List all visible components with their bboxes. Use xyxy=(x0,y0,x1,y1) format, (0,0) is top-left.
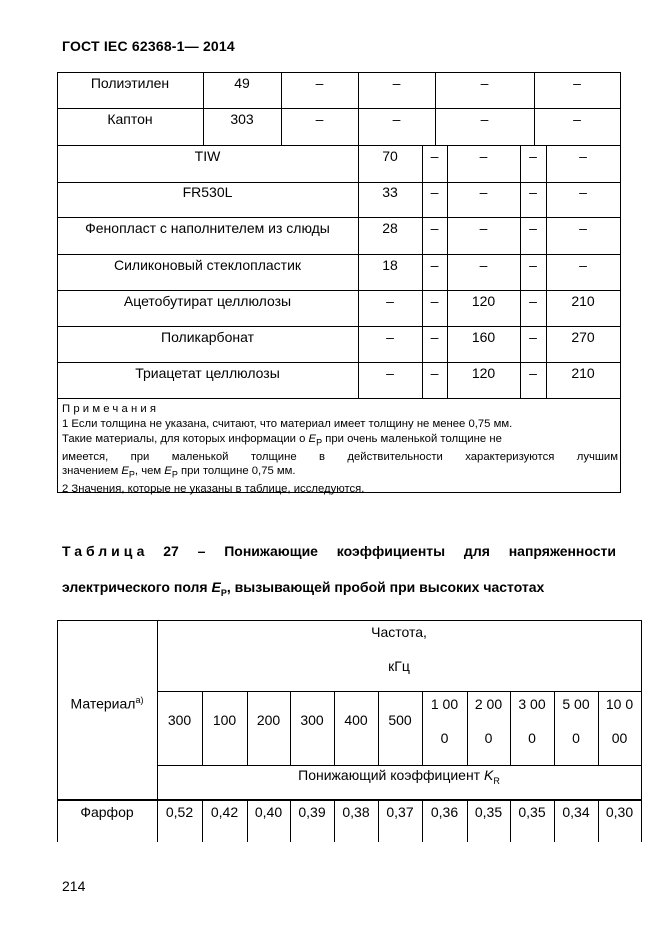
value-cell: 70 xyxy=(382,148,398,164)
coefficient-cell: 0,30 xyxy=(605,804,634,820)
coefficient-cell: 0,37 xyxy=(386,804,414,820)
value-cell: – xyxy=(529,148,537,164)
coefficient-cell: 0,39 xyxy=(298,804,326,820)
value-cell: – xyxy=(479,220,488,236)
frequency-value: 3 00 xyxy=(518,696,546,712)
frequency-value-cont: 0 xyxy=(572,730,580,746)
value-cell: – xyxy=(579,220,587,236)
value-cell: – xyxy=(430,184,439,200)
material-cell: Триацетат целлюлозы xyxy=(135,365,280,381)
material-cell: FR530L xyxy=(182,184,233,200)
material-cell: Фарфор xyxy=(80,804,134,820)
document-header: ГОСТ IEC 62368-1— 2014 xyxy=(62,38,235,54)
value-cell: – xyxy=(529,293,537,309)
frequency-value: 300 xyxy=(167,712,192,728)
note-1-line-4: значением $E_P$, чем $E_P$ при толщине 0,75 мм. xyxy=(62,465,296,480)
value-cell: 120 xyxy=(471,365,496,381)
value-cell: – xyxy=(479,184,488,200)
frequency-value: 10 0 xyxy=(605,696,634,712)
value-cell: – xyxy=(529,257,537,273)
frequency-value-cont: 0 xyxy=(440,730,449,746)
coefficient-cell: 0,35 xyxy=(474,804,503,820)
table-notes xyxy=(62,402,618,497)
coefficient-cell: 0,36 xyxy=(430,804,459,820)
frequency-value: 100 xyxy=(212,712,237,728)
value-cell: 303 xyxy=(230,111,254,127)
notes-title: Примечания xyxy=(62,403,160,415)
value-cell: 210 xyxy=(571,365,595,381)
coefficient-cell: 0,52 xyxy=(165,804,194,820)
value-cell: – xyxy=(479,257,488,273)
value-cell: – xyxy=(430,148,439,164)
value-cell: – xyxy=(529,329,537,345)
note-1-line-3: имеется, при маленькой толщине в действительности характеризуются лучшим xyxy=(62,450,618,463)
table-caption-line-2: электрического поля $E_P$, вызывающей пробой при высоких частотах xyxy=(62,579,545,598)
value-cell: – xyxy=(579,184,587,200)
value-cell: 210 xyxy=(571,293,595,309)
frequency-header: Частота, xyxy=(371,624,427,640)
value-cell: – xyxy=(579,257,587,273)
value-cell: – xyxy=(573,111,581,127)
value-cell: – xyxy=(430,365,439,381)
value-cell: – xyxy=(315,111,324,127)
frequency-value: 5 00 xyxy=(562,696,590,712)
coefficient-cell: 0,42 xyxy=(210,804,239,820)
frequency-value: 200 xyxy=(256,712,281,728)
coefficient-label: Понижающий коэффициент $K_R$ xyxy=(298,767,500,786)
note-2: 2 Значения, которые не указаны в таблице, исследуются. xyxy=(62,483,365,496)
value-cell: 120 xyxy=(471,293,496,309)
value-cell: – xyxy=(430,329,439,345)
value-cell: – xyxy=(579,148,587,164)
value-cell: – xyxy=(430,257,439,273)
material-cell: Полиэтилен xyxy=(90,75,170,91)
note-1-line-2: Такие материалы, для которых информации о $E_P$ при очень маленькой толщине не xyxy=(62,432,502,447)
frequency-value: 400 xyxy=(344,712,368,728)
coefficient-cell: 0,38 xyxy=(342,804,370,820)
value-cell: – xyxy=(480,111,489,127)
frequency-value: 300 xyxy=(300,712,324,728)
coefficient-cell: 0,34 xyxy=(562,804,590,820)
material-cell: Поликарбонат xyxy=(161,329,254,345)
value-cell: – xyxy=(392,75,401,91)
frequency-value: 2 00 xyxy=(474,696,503,712)
value-cell: – xyxy=(529,365,537,381)
frequency-value: 1 00 xyxy=(430,696,459,712)
coefficient-cell: 0,35 xyxy=(518,804,546,820)
page-number: 214 xyxy=(62,878,86,894)
material-cell: Ацетобутират целлюлозы xyxy=(123,293,292,309)
value-cell: – xyxy=(573,75,581,91)
value-cell: 160 xyxy=(471,329,496,345)
material-cell: Фенопласт с наполнителем из слюды xyxy=(85,220,330,236)
value-cell: – xyxy=(315,75,324,91)
value-cell: 28 xyxy=(382,220,398,236)
material-cell: TIW xyxy=(194,148,221,164)
value-cell: – xyxy=(480,75,489,91)
value-cell: – xyxy=(529,220,537,236)
table-caption-line-1: Таблица 27 – Понижающие коэффициенты для напряженности xyxy=(62,543,617,559)
value-cell: 33 xyxy=(382,184,398,200)
material-cell: Каптон xyxy=(107,111,153,127)
frequency-value-cont: 0 xyxy=(528,730,536,746)
value-cell: – xyxy=(386,293,394,309)
material-header: Материал$^{а)}$ xyxy=(70,695,144,712)
frequency-value: 500 xyxy=(388,712,412,728)
value-cell: – xyxy=(529,184,537,200)
material-cell: Силиконовый стеклопластик xyxy=(113,257,302,273)
value-cell: 49 xyxy=(234,75,250,91)
value-cell: – xyxy=(386,329,394,345)
value-cell: – xyxy=(479,148,488,164)
value-cell: – xyxy=(430,293,439,309)
value-cell: – xyxy=(430,220,439,236)
value-cell: – xyxy=(392,111,401,127)
value-cell: 18 xyxy=(382,257,398,273)
frequency-unit: кГц xyxy=(388,658,410,674)
value-cell: 270 xyxy=(571,329,595,345)
value-cell: – xyxy=(386,365,394,381)
coefficient-cell: 0,40 xyxy=(254,804,283,820)
frequency-value-cont: 00 xyxy=(611,730,628,746)
note-1-line-1: 1 Если толщина не указана, считают, что материал имеет толщину не менее 0,75 мм. xyxy=(62,417,513,430)
frequency-value-cont: 0 xyxy=(484,730,493,746)
